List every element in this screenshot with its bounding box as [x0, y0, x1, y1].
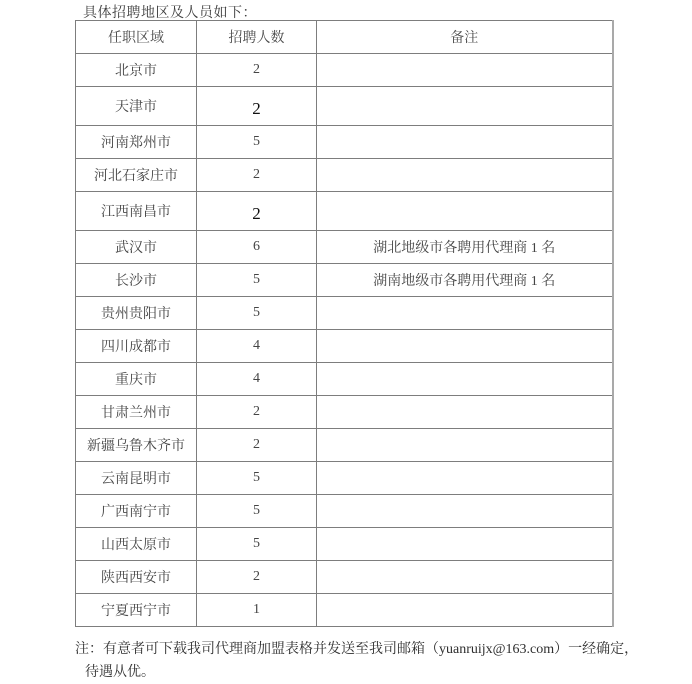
col-header-region: 任职区域 [76, 21, 197, 54]
region-cell: 贵州贵阳市 [76, 297, 197, 330]
count-cell: 1 [197, 594, 317, 627]
region-cell: 云南昆明市 [76, 462, 197, 495]
count-cell: 2 [197, 192, 317, 231]
count-cell: 2 [197, 159, 317, 192]
table-row [76, 462, 613, 495]
count-cell: 4 [197, 330, 317, 363]
count-cell: 5 [197, 495, 317, 528]
table-row [76, 54, 613, 87]
remark-cell [317, 87, 613, 126]
table-row [76, 192, 613, 231]
table-row [76, 396, 613, 429]
table-row [76, 159, 613, 192]
region-cell: 陕西西安市 [76, 561, 197, 594]
table-row [76, 594, 613, 627]
table-row [76, 264, 613, 297]
remark-cell [317, 159, 613, 192]
count-cell: 6 [197, 231, 317, 264]
count-cell: 5 [197, 462, 317, 495]
table-row [76, 87, 613, 126]
region-cell: 天津市 [76, 87, 197, 126]
region-cell: 长沙市 [76, 264, 197, 297]
footnote-line2: 待遇从优。 [85, 665, 155, 680]
remark-cell [317, 561, 613, 594]
region-cell: 宁夏西宁市 [76, 594, 197, 627]
count-cell: 2 [197, 87, 317, 126]
region-cell: 河北石家庄市 [76, 159, 197, 192]
remark-cell [317, 462, 613, 495]
count-cell: 2 [197, 561, 317, 594]
remark-cell [317, 495, 613, 528]
table-row [76, 330, 613, 363]
count-cell: 5 [197, 297, 317, 330]
remark-cell [317, 363, 613, 396]
remark-cell [317, 297, 613, 330]
region-cell: 广西南宁市 [76, 495, 197, 528]
remark-cell [317, 594, 613, 627]
region-cell: 重庆市 [76, 363, 197, 396]
col-header-count: 招聘人数 [197, 21, 317, 54]
footnote [75, 638, 638, 684]
col-header-remark: 备注 [317, 21, 613, 54]
recruitment-table [75, 20, 614, 627]
remark-cell [317, 126, 613, 159]
remark-cell [317, 192, 613, 231]
intro-text: 具体招聘地区及人员如下： [83, 6, 257, 21]
remark-cell: 湖南地级市各聘用代理商 1 名 [317, 264, 613, 297]
table-row [76, 429, 613, 462]
count-cell: 4 [197, 363, 317, 396]
region-cell: 四川成都市 [76, 330, 197, 363]
region-cell: 甘肃兰州市 [76, 396, 197, 429]
count-cell: 5 [197, 264, 317, 297]
remark-cell [317, 330, 613, 363]
table-row [76, 126, 613, 159]
region-cell: 江西南昌市 [76, 192, 197, 231]
table-row [76, 363, 613, 396]
table-row [76, 297, 613, 330]
count-cell: 2 [197, 54, 317, 87]
table-row [76, 495, 613, 528]
table-body [76, 54, 613, 627]
region-cell: 武汉市 [76, 231, 197, 264]
table-row [76, 528, 613, 561]
remark-cell [317, 429, 613, 462]
count-cell: 2 [197, 396, 317, 429]
remark-cell [317, 396, 613, 429]
region-cell: 北京市 [76, 54, 197, 87]
region-cell: 山西太原市 [76, 528, 197, 561]
remark-cell [317, 528, 613, 561]
footnote-line1: 注：有意者可下载我司代理商加盟表格并发送至我司邮箱（yuanruijx@163.com）一经确定， [75, 642, 639, 657]
region-cell: 新疆乌鲁木齐市 [76, 429, 197, 462]
remark-cell: 湖北地级市各聘用代理商 1 名 [317, 231, 613, 264]
region-cell: 河南郑州市 [76, 126, 197, 159]
count-cell: 2 [197, 429, 317, 462]
count-cell: 5 [197, 126, 317, 159]
table-row [76, 231, 613, 264]
table-header-row [76, 21, 613, 54]
count-cell: 5 [197, 528, 317, 561]
table-row [76, 561, 613, 594]
remark-cell [317, 54, 613, 87]
